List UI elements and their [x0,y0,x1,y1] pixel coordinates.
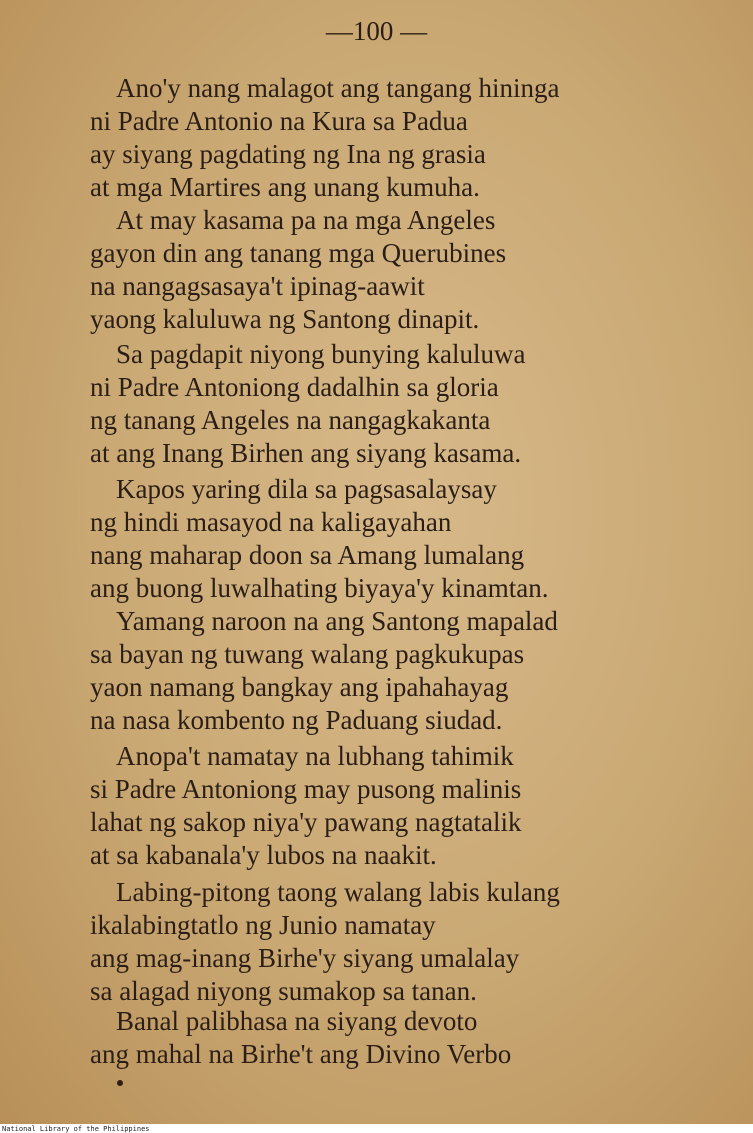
verse-line: at mga Martires ang unang kumuha. [90,172,480,202]
verse-line: Banal palibhasa na siyang devoto [116,1006,478,1036]
verse-line: ang mag-inang Birhe'y siyang umalalay [90,943,520,973]
library-credit: National Library of the Philippines [2,1125,150,1133]
stanza-5 [0,605,753,737]
verse-line: ni Padre Antonio na Kura sa Padua [90,106,468,136]
verse-line: ng hindi masayod na kaligayahan [90,507,452,537]
verse-line: Yamang naroon na ang Santong mapalad [116,606,558,636]
verse-line: sa alagad niyong sumakop sa tanan. [90,976,477,1006]
verse-line: At may kasama pa na mga Angeles [116,205,496,235]
stanza-1 [0,72,753,204]
verse-line: na nasa kombento ng Paduang siudad. [90,705,503,735]
verse-line: si Padre Antoniong may pusong malinis [90,774,522,804]
verse-line: ikalabingtatlo ng Junio namatay [90,910,436,940]
stanza-2 [0,204,753,336]
verse-line: na nangagsasaya't ipinag-aawit [90,271,425,301]
verse-line: ang mahal na Birhe't ang Divino Verbo [90,1039,512,1069]
ink-dot [117,1080,123,1086]
stanza-6 [0,740,753,872]
verse-line: Ano'y nang malagot ang tangang hininga [116,73,560,103]
stanza-4 [0,473,753,605]
verse-line: nang maharap doon sa Amang lumalang [90,540,525,570]
verse-line: Anopa't namatay na lubhang tahimik [116,741,514,771]
stanza-7 [0,876,753,1008]
verse-line: Kapos yaring dila sa pagsasalaysay [116,474,497,504]
verse-line: yaong kaluluwa ng Santong dinapit. [90,304,480,334]
stanza-3 [0,338,753,470]
verse-line: gayon din ang tanang mga Querubines [90,238,507,268]
verse-line: sa bayan ng tuwang walang pagkukupas [90,639,525,669]
stanza-8 [0,1005,753,1071]
verse-line: ang buong luwalhating biyaya'y kinamtan. [90,573,549,603]
verse-line: at ang Inang Birhen ang siyang kasama. [90,438,522,468]
verse-line: at sa kabanala'y lubos na naakit. [90,840,437,870]
verse-line: ay siyang pagdating ng Ina ng grasia [90,139,486,169]
page-number: —100 — [325,16,428,46]
verse-line: Labing-pitong taong walang labis kulang [116,877,560,907]
verse-line: yaon namang bangkay ang ipahahayag [90,672,509,702]
verse-line: ni Padre Antoniong dadalhin sa gloria [90,372,499,402]
verse-line: lahat ng sakop niya'y pawang nagtatalik [90,807,522,837]
verse-line: Sa pagdapit niyong bunying kaluluwa [116,339,526,369]
verse-line: ng tanang Angeles na nangagkakanta [90,405,491,435]
